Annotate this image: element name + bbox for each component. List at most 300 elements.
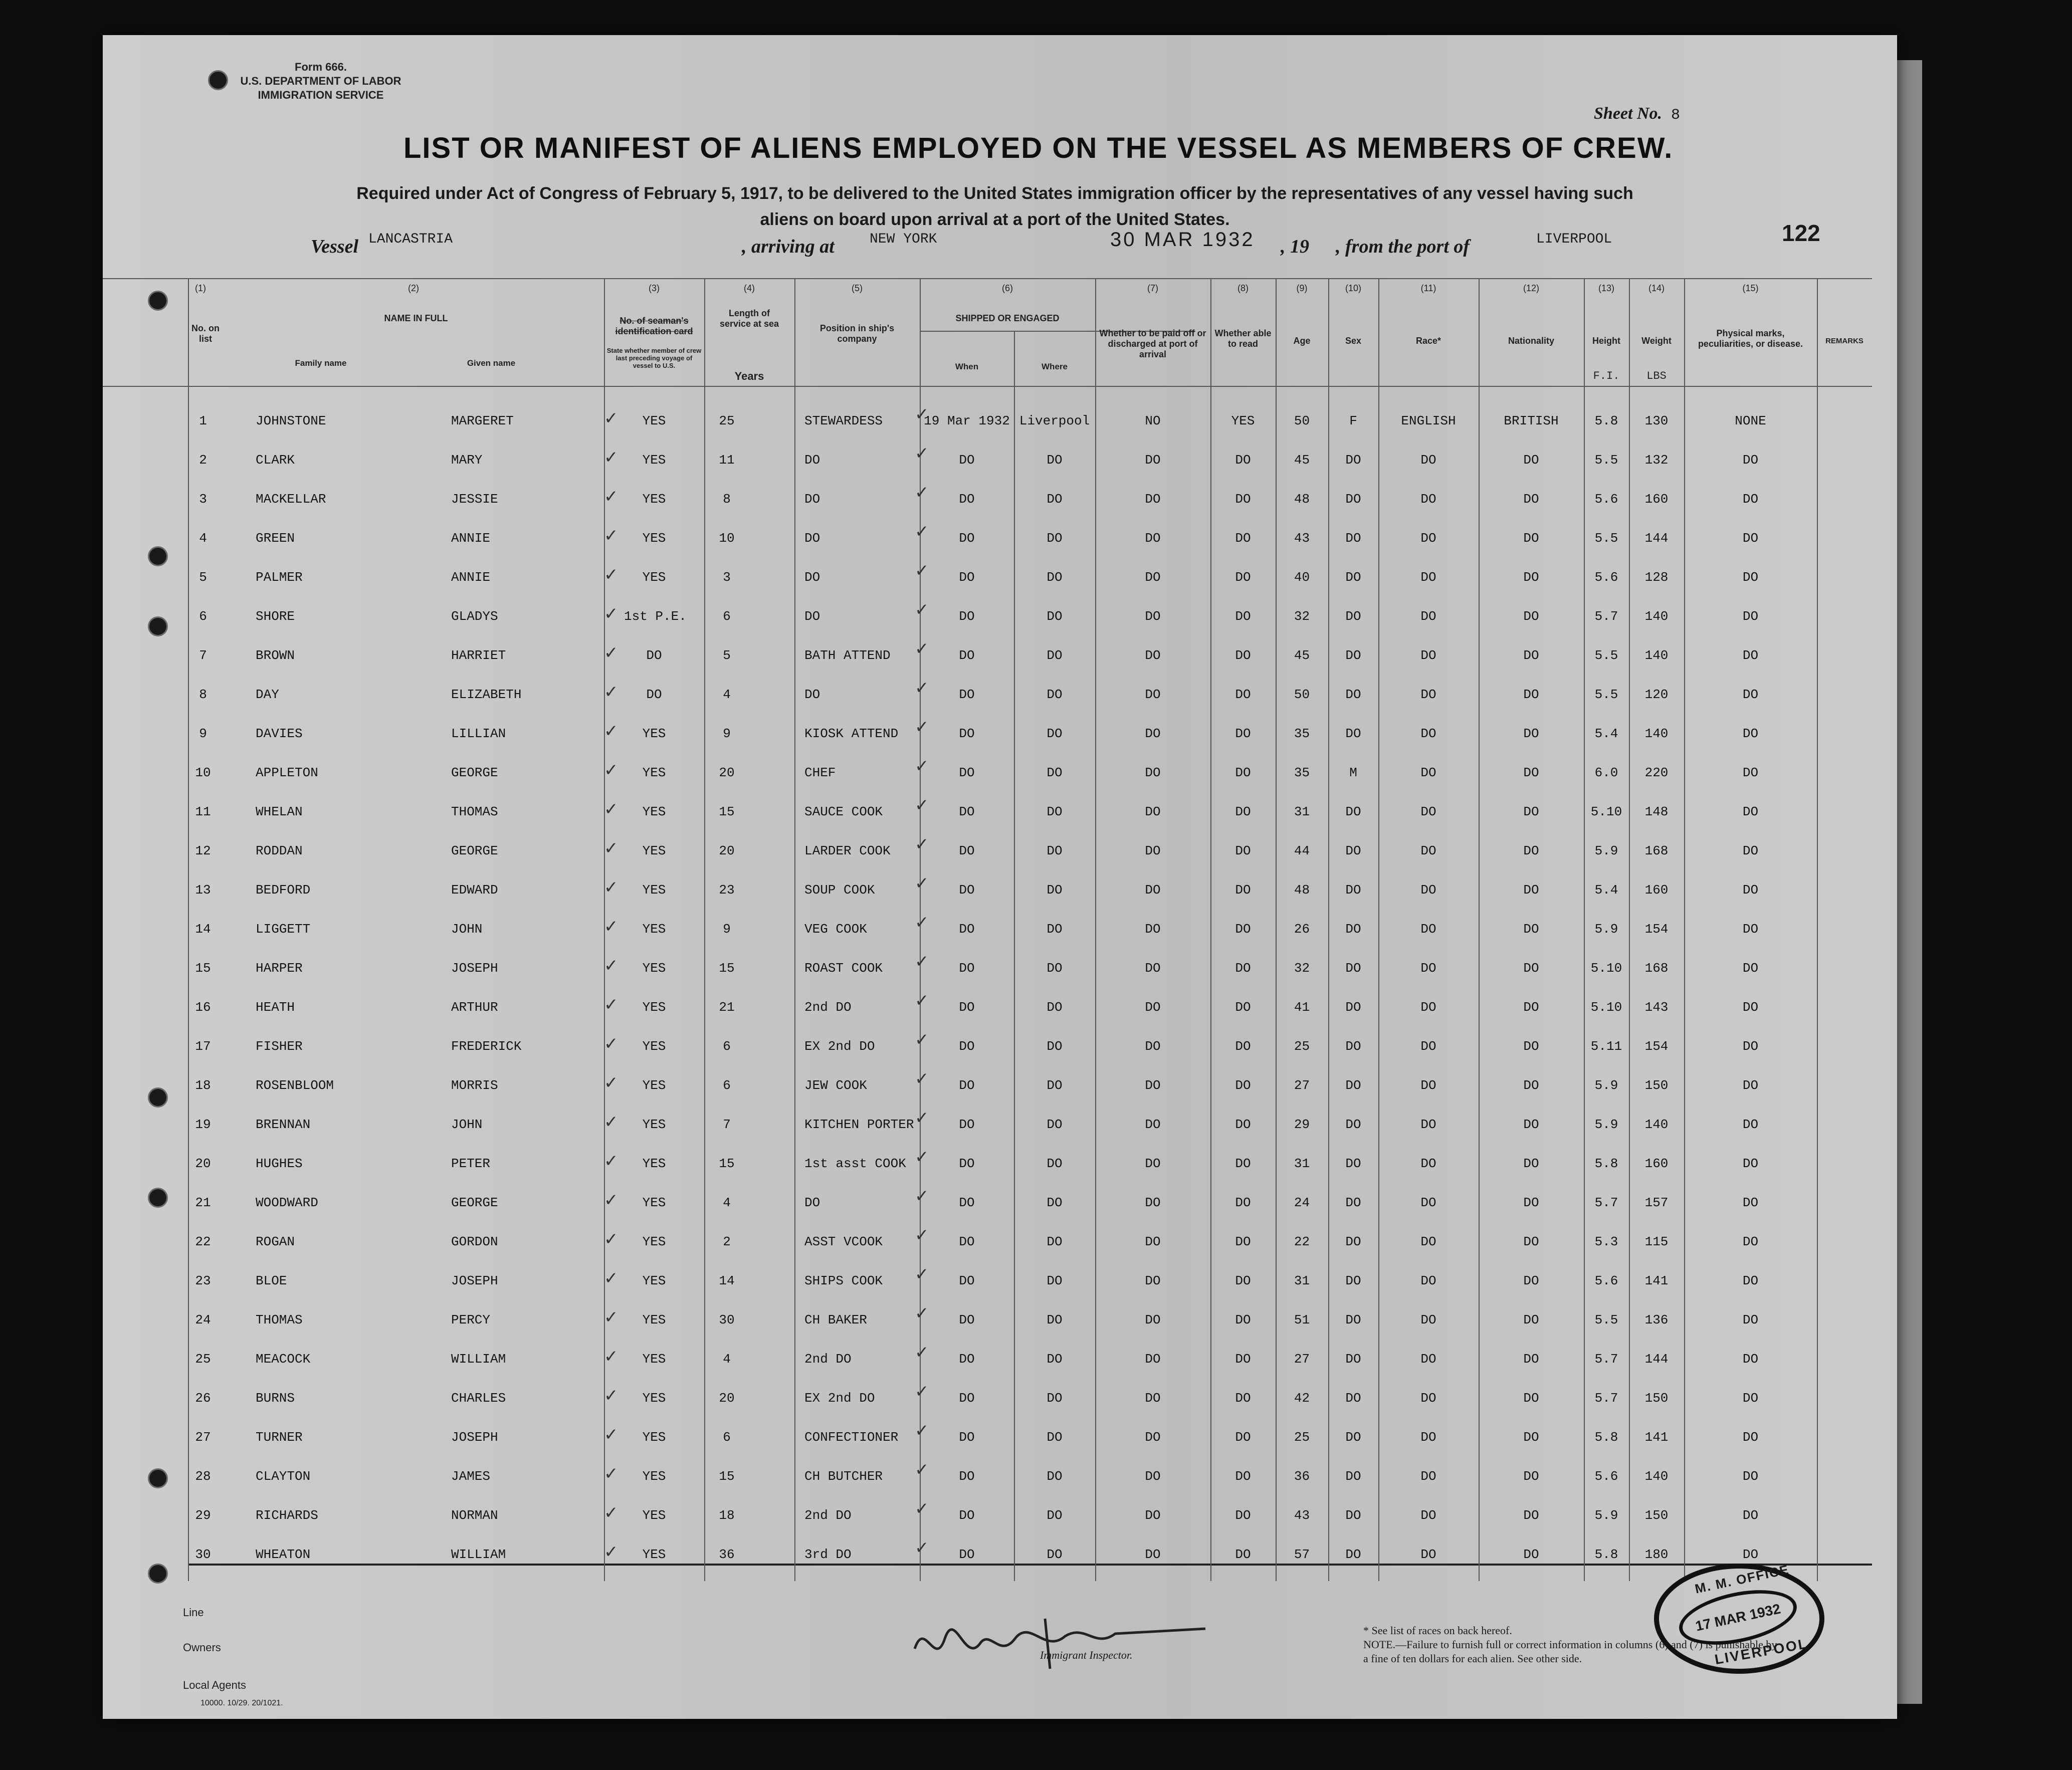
cell-sex: DO <box>1345 687 1361 702</box>
punch-hole <box>148 291 168 311</box>
cell-where: DO <box>1047 1547 1063 1562</box>
cell-family: GREEN <box>256 531 295 546</box>
arriving-port: NEW YORK <box>870 232 937 247</box>
checkmark-icon: ✓ <box>604 1503 618 1523</box>
cell-sex: DO <box>1345 1352 1361 1367</box>
cell-prev: YES <box>642 726 666 741</box>
col7-header: Whether to be paid off or discharged at port of arrival <box>1099 328 1206 359</box>
table-top-line <box>103 278 1872 279</box>
cell-age: 22 <box>1294 1234 1310 1249</box>
cell-where: DO <box>1047 609 1063 624</box>
cell-where: DO <box>1047 1078 1063 1093</box>
cell-where: DO <box>1047 492 1063 507</box>
checkmark-icon: ✓ <box>604 643 618 663</box>
table-row <box>103 1499 1897 1543</box>
table-row <box>103 1030 1897 1074</box>
cell-marks: DO <box>1742 961 1759 976</box>
checkmark-icon: ✓ <box>915 1538 929 1558</box>
cell-no: 4 <box>199 531 207 546</box>
cell-read: DO <box>1235 1078 1251 1093</box>
cell-marks: DO <box>1742 1078 1759 1093</box>
remarks-header: REMARKS <box>1825 337 1863 345</box>
cell-age: 25 <box>1294 1039 1310 1054</box>
cell-sex: DO <box>1345 453 1361 468</box>
cell-marks: DO <box>1742 1430 1759 1445</box>
cell-given: PETER <box>451 1156 491 1171</box>
cell-height: 5.8 <box>1594 1156 1618 1171</box>
cell-marks: DO <box>1742 843 1759 858</box>
cell-paid: DO <box>1145 765 1161 780</box>
cell-race: DO <box>1420 1391 1436 1406</box>
checkmark-icon: ✓ <box>604 1542 618 1562</box>
cell-family: SHORE <box>256 609 295 624</box>
table-row <box>103 873 1897 918</box>
cell-given: JOSEPH <box>451 1273 498 1288</box>
sheet-number <box>1594 104 1680 124</box>
cell-no: 12 <box>195 843 211 858</box>
cell-height: 5.5 <box>1594 687 1618 702</box>
col10-number: (10) <box>1345 283 1361 293</box>
cell-height: 5.10 <box>1590 804 1622 819</box>
table-row <box>103 1147 1897 1191</box>
cell-marks: DO <box>1742 1547 1759 1562</box>
checkmark-icon: ✓ <box>915 913 929 933</box>
cell-marks: DO <box>1742 1039 1759 1054</box>
cell-height: 5.5 <box>1594 453 1618 468</box>
cell-years: 9 <box>723 922 731 937</box>
cell-height: 5.7 <box>1594 1352 1618 1367</box>
cell-age: 45 <box>1294 648 1310 663</box>
cell-race: DO <box>1420 1508 1436 1523</box>
cell-position: DO <box>804 453 820 468</box>
family-name-header: Family name <box>295 358 347 368</box>
cell-race: DO <box>1420 492 1436 507</box>
cell-sex: DO <box>1345 1078 1361 1093</box>
department-label: U.S. DEPARTMENT OF LABOR <box>240 75 401 87</box>
cell-years: 6 <box>723 1430 731 1445</box>
cell-weight: 130 <box>1644 413 1669 428</box>
cell-given: WILLIAM <box>451 1352 506 1367</box>
cell-race: DO <box>1420 1234 1436 1249</box>
cell-marks: DO <box>1742 492 1759 507</box>
cell-family: BRENNAN <box>256 1117 311 1132</box>
when-header: When <box>955 362 979 371</box>
cell-given: LILLIAN <box>451 726 506 741</box>
cell-position: JEW COOK <box>804 1078 867 1093</box>
table-row <box>103 1538 1897 1582</box>
cell-position: 3rd DO <box>804 1547 852 1562</box>
cell-when: DO <box>959 1391 975 1406</box>
cell-position: DO <box>804 492 820 507</box>
checkmark-icon: ✓ <box>604 956 618 976</box>
stamp-bottom-text: LIVERPOOL <box>1713 1635 1809 1668</box>
cell-read: DO <box>1235 1312 1251 1328</box>
checkmark-icon: ✓ <box>915 717 929 737</box>
cell-sex: DO <box>1345 1469 1361 1484</box>
cell-height: 5.5 <box>1594 648 1618 663</box>
col4-header: Length of service at sea <box>719 308 779 329</box>
cell-marks: DO <box>1742 1469 1759 1484</box>
cell-read: DO <box>1235 1117 1251 1132</box>
cell-when: DO <box>959 1078 975 1093</box>
cell-given: MARY <box>451 453 483 468</box>
cell-no: 27 <box>195 1430 211 1445</box>
cell-marks: DO <box>1742 609 1759 624</box>
page-title: LIST OR MANIFEST OF ALIENS EMPLOYED ON THE VESSEL AS MEMBERS OF CREW. <box>403 132 1674 164</box>
cell-paid: DO <box>1145 531 1161 546</box>
cell-weight: 160 <box>1644 1156 1669 1171</box>
cell-when: DO <box>959 1273 975 1288</box>
table-row <box>103 404 1897 449</box>
cell-where: DO <box>1047 648 1063 663</box>
cell-age: 35 <box>1294 765 1310 780</box>
arrival-date-stamp: 30 MAR 1932 <box>1110 229 1255 251</box>
cell-weight: 148 <box>1644 804 1669 819</box>
cell-family: WHELAN <box>256 804 303 819</box>
manifest-page <box>103 35 1897 1719</box>
cell-given: GORDON <box>451 1234 498 1249</box>
inspector-signature <box>905 1609 1296 1679</box>
cell-height: 5.6 <box>1594 570 1618 585</box>
cell-height: 5.3 <box>1594 1234 1618 1249</box>
line-label: Line <box>183 1606 204 1619</box>
cell-position: SAUCE COOK <box>804 804 883 819</box>
cell-where: DO <box>1047 1312 1063 1328</box>
cell-years: 20 <box>719 843 735 858</box>
col9-number: (9) <box>1296 283 1308 293</box>
table-row <box>103 444 1897 488</box>
cell-prev: YES <box>642 1352 666 1367</box>
cell-prev: 1st P.E. <box>624 609 687 624</box>
checkmark-icon: ✓ <box>604 1034 618 1054</box>
checkmark-icon: ✓ <box>604 565 618 585</box>
checkmark-icon: ✓ <box>915 1069 929 1089</box>
cell-prev: YES <box>642 961 666 976</box>
cell-when: DO <box>959 492 975 507</box>
cell-years: 21 <box>719 1000 735 1015</box>
cell-where: DO <box>1047 1508 1063 1523</box>
checkmark-icon: ✓ <box>915 1343 929 1363</box>
cell-years: 4 <box>723 1352 731 1367</box>
cell-age: 25 <box>1294 1430 1310 1445</box>
col8-number: (8) <box>1237 283 1249 293</box>
cell-no: 9 <box>199 726 207 741</box>
checkmark-icon: ✓ <box>604 487 618 507</box>
cell-years: 5 <box>723 648 731 663</box>
cell-height: 5.5 <box>1594 1312 1618 1328</box>
cell-marks: DO <box>1742 648 1759 663</box>
cell-sex: DO <box>1345 1273 1361 1288</box>
cell-marks: DO <box>1742 804 1759 819</box>
cell-prev: YES <box>642 1273 666 1288</box>
cell-sex: DO <box>1345 1312 1361 1328</box>
cell-race: DO <box>1420 1312 1436 1328</box>
cell-age: 35 <box>1294 726 1310 741</box>
cell-family: WOODWARD <box>256 1195 318 1210</box>
cell-prev: YES <box>642 804 666 819</box>
cell-paid: DO <box>1145 1195 1161 1210</box>
cell-nat: DO <box>1523 492 1539 507</box>
cell-nat: DO <box>1523 453 1539 468</box>
cell-nat: DO <box>1523 882 1539 898</box>
cell-nat: DO <box>1523 804 1539 819</box>
cell-when: DO <box>959 1195 975 1210</box>
checkmark-icon: ✓ <box>915 1460 929 1480</box>
cell-no: 25 <box>195 1352 211 1367</box>
cell-age: 32 <box>1294 961 1310 976</box>
checkmark-icon: ✓ <box>915 483 929 503</box>
checkmark-icon: ✓ <box>915 678 929 698</box>
cell-given: GEORGE <box>451 843 498 858</box>
cell-height: 5.9 <box>1594 1078 1618 1093</box>
cell-read: DO <box>1235 726 1251 741</box>
cell-prev: YES <box>642 453 666 468</box>
cell-nat: DO <box>1523 648 1539 663</box>
cell-race: DO <box>1420 882 1436 898</box>
cell-when: DO <box>959 1234 975 1249</box>
checkmark-icon: ✓ <box>604 877 618 898</box>
cell-no: 24 <box>195 1312 211 1328</box>
cell-years: 18 <box>719 1508 735 1523</box>
cell-paid: DO <box>1145 1508 1161 1523</box>
cell-prev: YES <box>642 570 666 585</box>
cell-nat: DO <box>1523 765 1539 780</box>
vessel-line <box>311 229 1774 266</box>
col5-number: (5) <box>852 283 863 293</box>
checkmark-icon: ✓ <box>604 838 618 858</box>
cell-read: DO <box>1235 1547 1251 1562</box>
cell-position: DO <box>804 531 820 546</box>
col7-number: (7) <box>1147 283 1158 293</box>
cell-marks: DO <box>1742 1312 1759 1328</box>
checkmark-icon: ✓ <box>604 995 618 1015</box>
col3-header: State whether member of crew last preceding voyage of vessel to U.S. <box>606 347 702 369</box>
cell-family: CLAYTON <box>256 1469 311 1484</box>
cell-paid: DO <box>1145 922 1161 937</box>
cell-given: MORRIS <box>451 1078 498 1093</box>
cell-sex: DO <box>1345 804 1361 819</box>
cell-where: DO <box>1047 804 1063 819</box>
stamp-date: 17 MAR 1932 <box>1674 1581 1801 1654</box>
cell-where: DO <box>1047 1430 1063 1445</box>
checkmark-icon: ✓ <box>915 952 929 972</box>
cell-where: DO <box>1047 726 1063 741</box>
page-edge <box>1897 60 1922 1704</box>
cell-sex: DO <box>1345 1234 1361 1249</box>
cell-position: ROAST COOK <box>804 961 883 976</box>
cell-years: 6 <box>723 1039 731 1054</box>
cell-height: 5.8 <box>1594 1430 1618 1445</box>
cell-weight: 140 <box>1644 609 1669 624</box>
cell-nat: DO <box>1523 1078 1539 1093</box>
col3-number: (3) <box>649 283 660 293</box>
cell-family: APPLETON <box>256 765 318 780</box>
cell-position: EX 2nd DO <box>804 1391 875 1406</box>
cell-height: 5.8 <box>1594 413 1618 428</box>
cell-no: 14 <box>195 922 211 937</box>
cell-given: PERCY <box>451 1312 491 1328</box>
cell-no: 19 <box>195 1117 211 1132</box>
col14-unit: LBS <box>1646 370 1667 382</box>
cell-height: 5.5 <box>1594 531 1618 546</box>
cell-race: DO <box>1420 531 1436 546</box>
cell-marks: DO <box>1742 765 1759 780</box>
cell-nat: DO <box>1523 1430 1539 1445</box>
table-row <box>103 639 1897 683</box>
cell-years: 4 <box>723 687 731 702</box>
cell-no: 10 <box>195 765 211 780</box>
col13-unit: F.I. <box>1593 370 1620 382</box>
cell-nat: DO <box>1523 1508 1539 1523</box>
cell-position: CH BUTCHER <box>804 1469 883 1484</box>
cell-prev: YES <box>642 1078 666 1093</box>
checkmark-icon: ✓ <box>915 1382 929 1402</box>
cell-family: ROSENBLOOM <box>256 1078 334 1093</box>
cell-family: DAY <box>256 687 279 702</box>
cell-prev: YES <box>642 1430 666 1445</box>
checkmark-icon: ✓ <box>915 1108 929 1128</box>
form-header <box>216 60 426 102</box>
cell-no: 8 <box>199 687 207 702</box>
col15-header: Physical marks, peculiarities, or disease. <box>1698 328 1803 349</box>
cell-read: DO <box>1235 1273 1251 1288</box>
cell-position: BATH ATTEND <box>804 648 891 663</box>
cell-race: DO <box>1420 1195 1436 1210</box>
cell-sex: DO <box>1345 531 1361 546</box>
cell-years: 20 <box>719 765 735 780</box>
table-row <box>103 1069 1897 1113</box>
cell-nat: BRITISH <box>1504 413 1559 428</box>
cell-race: DO <box>1420 687 1436 702</box>
cell-prev: YES <box>642 1117 666 1132</box>
cell-age: 45 <box>1294 453 1310 468</box>
cell-where: DO <box>1047 687 1063 702</box>
cell-prev: YES <box>642 1000 666 1015</box>
table-row <box>103 991 1897 1035</box>
cell-paid: DO <box>1145 453 1161 468</box>
cell-no: 30 <box>195 1547 211 1562</box>
cell-where: DO <box>1047 531 1063 546</box>
owners-label: Owners <box>183 1641 221 1654</box>
form-number: 10000. 10/29. 20/1021. <box>200 1699 283 1707</box>
cell-race: DO <box>1420 1273 1436 1288</box>
cell-height: 5.7 <box>1594 609 1618 624</box>
cell-sex: DO <box>1345 609 1361 624</box>
cell-where: DO <box>1047 1391 1063 1406</box>
cell-height: 5.10 <box>1590 1000 1622 1015</box>
col3-header-struck: No. of seaman's identification card <box>615 316 693 336</box>
table-row <box>103 1225 1897 1269</box>
cell-prev: YES <box>642 882 666 898</box>
cell-given: JOHN <box>451 1117 483 1132</box>
cell-read: DO <box>1235 492 1251 507</box>
cell-prev: YES <box>642 1195 666 1210</box>
cell-marks: DO <box>1742 1000 1759 1015</box>
col2-number: (2) <box>408 283 419 293</box>
cell-weight: 160 <box>1644 492 1669 507</box>
checkmark-icon: ✓ <box>915 1303 929 1323</box>
cell-sex: DO <box>1345 1000 1361 1015</box>
cell-marks: DO <box>1742 1156 1759 1171</box>
cell-given: ANNIE <box>451 531 491 546</box>
cell-given: ELIZABETH <box>451 687 522 702</box>
checkmark-icon: ✓ <box>604 408 618 428</box>
cell-when: DO <box>959 1469 975 1484</box>
cell-height: 5.9 <box>1594 922 1618 937</box>
cell-given: ANNIE <box>451 570 491 585</box>
cell-no: 5 <box>199 570 207 585</box>
cell-when: DO <box>959 1312 975 1328</box>
cell-position: CHEF <box>804 765 836 780</box>
cell-prev: DO <box>646 648 662 663</box>
cell-when: DO <box>959 1156 975 1171</box>
col8-header: Whether able to read <box>1214 328 1272 349</box>
cell-no: 6 <box>199 609 207 624</box>
table-row <box>103 561 1897 605</box>
cell-race: DO <box>1420 961 1436 976</box>
col13-number: (13) <box>1598 283 1614 293</box>
cell-read: DO <box>1235 648 1251 663</box>
cell-nat: DO <box>1523 961 1539 976</box>
cell-sex: DO <box>1345 492 1361 507</box>
cell-sex: DO <box>1345 726 1361 741</box>
cell-sex: DO <box>1345 1039 1361 1054</box>
table-row <box>103 522 1897 566</box>
cell-where: DO <box>1047 1273 1063 1288</box>
cell-where: DO <box>1047 453 1063 468</box>
cell-when: DO <box>959 1352 975 1367</box>
cell-race: DO <box>1420 1469 1436 1484</box>
cell-sex: F <box>1349 413 1357 428</box>
table-row <box>103 1186 1897 1230</box>
cell-weight: 220 <box>1644 765 1669 780</box>
cell-age: 50 <box>1294 687 1310 702</box>
cell-read: DO <box>1235 1156 1251 1171</box>
cell-no: 7 <box>199 648 207 663</box>
cell-read: DO <box>1235 1352 1251 1367</box>
checkmark-icon: ✓ <box>604 1347 618 1367</box>
year-label: , 19 <box>1281 236 1309 257</box>
header-bottom-line <box>103 386 1872 387</box>
cell-race: DO <box>1420 570 1436 585</box>
cell-family: PALMER <box>256 570 303 585</box>
col12-header: Nationality <box>1508 336 1554 346</box>
cell-where: DO <box>1047 1039 1063 1054</box>
cell-read: DO <box>1235 1195 1251 1210</box>
cell-race: DO <box>1420 922 1436 937</box>
cell-weight: 136 <box>1644 1312 1669 1328</box>
checkmark-icon: ✓ <box>604 1464 618 1484</box>
form-label: Form 666. <box>295 61 347 73</box>
cell-paid: DO <box>1145 804 1161 819</box>
cell-family: HUGHES <box>256 1156 303 1171</box>
cell-paid: DO <box>1145 648 1161 663</box>
cell-given: GEORGE <box>451 1195 498 1210</box>
table-row <box>103 1303 1897 1348</box>
cell-age: 43 <box>1294 531 1310 546</box>
cell-race: DO <box>1420 1547 1436 1562</box>
cell-race: DO <box>1420 843 1436 858</box>
col6-header: SHIPPED OR ENGAGED <box>955 313 1060 323</box>
cell-sex: DO <box>1345 1195 1361 1210</box>
cell-where: Liverpool <box>1019 413 1090 428</box>
checkmark-icon: ✓ <box>915 561 929 581</box>
cell-age: 31 <box>1294 1156 1310 1171</box>
col11-header: Race* <box>1415 336 1441 346</box>
cell-prev: YES <box>642 413 666 428</box>
cell-paid: DO <box>1145 843 1161 858</box>
cell-weight: 150 <box>1644 1508 1669 1523</box>
